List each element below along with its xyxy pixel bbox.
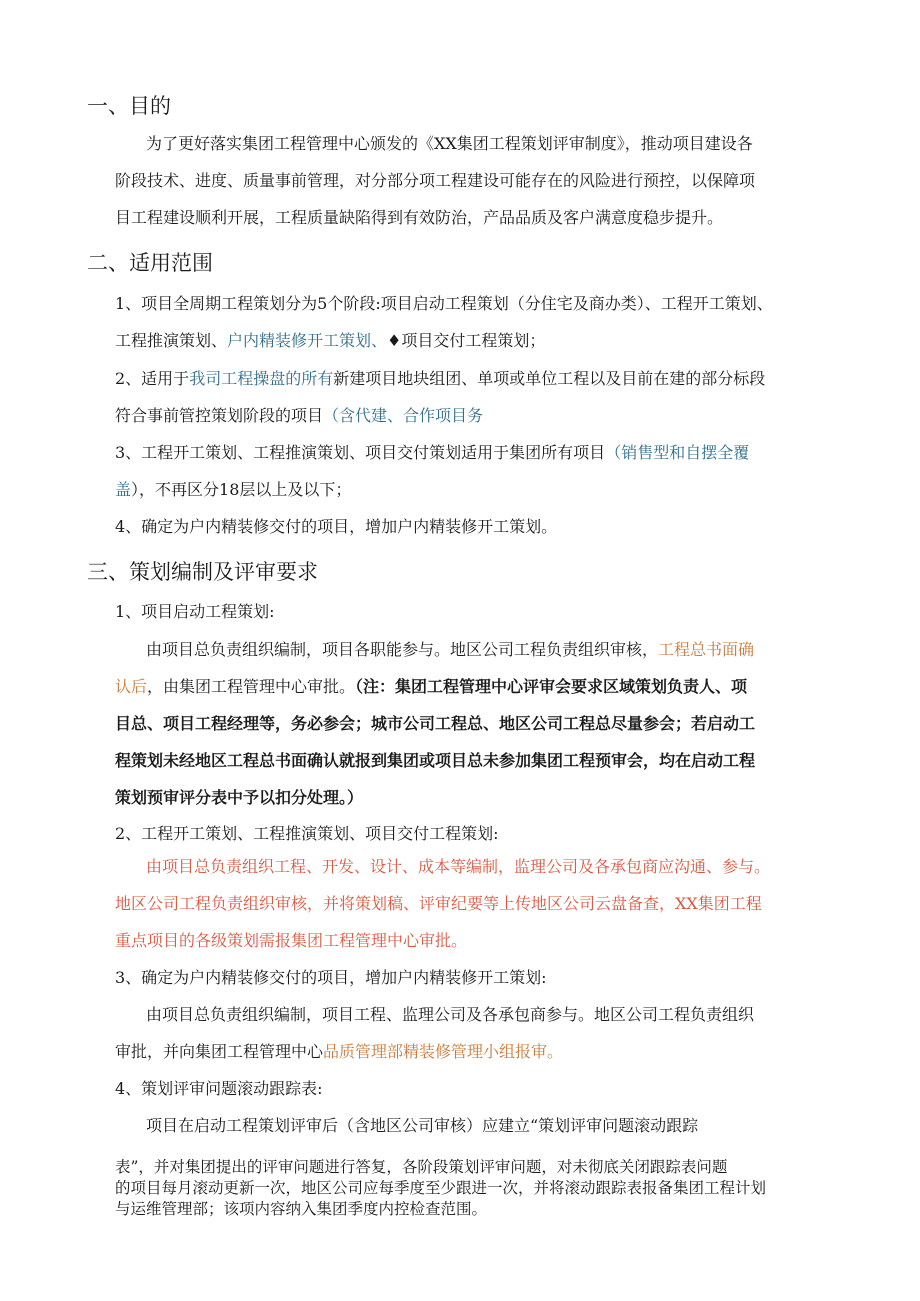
highlighted-text: 我司工程操盘的所有 — [189, 369, 334, 388]
paragraph-line: 表”，并对集团提出的评审问题进行答复，各阶段策划评审问题，对未彻底关闭跟踪表问题 — [115, 1158, 728, 1176]
list-item-line — [115, 330, 545, 352]
highlighted-text: 户内精装修开工策划、 — [227, 331, 388, 350]
paragraph-line: 由项目总负责组织工程、开发、设计、成本等编制，监理公司及各承包商应沟通、参与。 — [146, 857, 771, 876]
bold-note: （注：集团工程管理中心评审会要求区域策划负责人、项 — [355, 677, 748, 696]
paragraph-line: 阶段技术、进度、质量事前管理，对分部分项工程建设可能存在的风险进行预控，以保障项 — [115, 171, 756, 190]
paragraph-line: 为了更好落实集团工程管理中心颁发的《XX集团工程策划评审制度》，推动项目建设各 — [146, 134, 753, 153]
text-run: 2、适用于 — [115, 369, 190, 388]
list-item-line — [115, 479, 351, 501]
bold-note-line: 策划预审评分表中予以扣分处理。） — [115, 788, 364, 807]
highlighted-text: 认后 — [115, 677, 148, 696]
paragraph-line: 地区公司工程负责组织审核，并将策划稿、评审纪要等上传地区公司云盘备查，XX集团工程 — [115, 894, 762, 913]
text-run: 3、工程开工策划、工程推演策划、项目交付策划适用于集团所有项目 — [115, 443, 606, 462]
section-heading-scope: 二、适用范围 — [87, 251, 213, 275]
text-run: 新建项目地块组团、单项或单位工程以及目前在建的部分标段 — [333, 369, 766, 388]
paragraph-line — [115, 676, 747, 698]
list-item-line: 4、确定为户内精装修交付的项目，增加户内精装修开工策划。 — [115, 517, 558, 536]
list-item-line — [115, 442, 749, 464]
section-heading-requirements: 三、策划编制及评审要求 — [87, 560, 318, 584]
text-run: 由项目总负责组织编制，项目各职能参与。地区公司工程负责组织审核， — [146, 640, 659, 659]
bold-note-line: 目总、项目工程经理等，务必参会；城市公司工程总、地区公司工程总尽量参会；若启动工 — [115, 714, 756, 733]
text-run: 审批，并向集团工程管理中心 — [115, 1042, 324, 1061]
highlighted-text: （销售型和自摆全覆 — [605, 443, 750, 462]
text-run: ，由集团工程管理中心审批。 — [147, 677, 356, 696]
subsection-title: 1、项目启动工程策划: — [115, 602, 275, 621]
text-run: 工程推演策划、 — [115, 331, 228, 350]
paragraph-line — [146, 639, 754, 661]
paragraph-line: 的项目每月滚动更新一次，地区公司应每季度至少跟进一次，并将滚动跟踪表报备集团工程计划 — [115, 1179, 767, 1197]
list-item-line: 1、项目全周期工程策划分为5个阶段:项目启动工程策划（分住宅及商办类）、工程开工策划、 — [115, 294, 773, 313]
highlighted-text: 工程总书面确 — [658, 640, 755, 659]
paragraph-line: 与运维管理部；该项内容纳入集团季度内控检查范围。 — [115, 1200, 488, 1218]
highlighted-text: （含代建、合作项目务 — [323, 406, 484, 425]
highlighted-text: 盖 — [115, 480, 132, 499]
text-run: ♦项目交付工程策划； — [387, 331, 546, 350]
list-item-line — [115, 368, 765, 390]
text-run: ），不再区分18层以上及以下； — [131, 480, 352, 499]
list-item-line — [115, 405, 483, 427]
subsection-title: 4、策划评审问题滚动跟踪表: — [115, 1079, 323, 1098]
paragraph-line: 目工程建设顺利开展，工程质量缺陷得到有效防治，产品品质及客户满意度稳步提升。 — [115, 208, 724, 227]
bold-note-line: 程策划未经地区工程总书面确认就报到集团或项目总未参加集团工程预审会，均在启动工程 — [115, 751, 756, 770]
highlighted-text: 品质管理部精装修管理小组报审。 — [323, 1042, 564, 1061]
paragraph-line: 重点项目的各级策划需报集团工程管理中心审批。 — [115, 931, 468, 950]
section-heading-purpose: 一、目的 — [87, 94, 171, 118]
text-run: 符合事前管控策划阶段的项目 — [115, 406, 324, 425]
subsection-title: 2、工程开工策划、工程推演策划、项目交付工程策划: — [115, 824, 499, 843]
paragraph-line: 由项目总负责组织编制，项目工程、监理公司及各承包商参与。地区公司工程负责组织 — [146, 1005, 755, 1024]
subsection-title: 3、确定为户内精装修交付的项目，增加户内精装修开工策划: — [115, 968, 547, 987]
paragraph-line — [115, 1041, 563, 1063]
paragraph-line: 项目在启动工程策划评审后（含地区公司审核）应建立“策划评审问题滚动跟踪 — [146, 1116, 699, 1135]
